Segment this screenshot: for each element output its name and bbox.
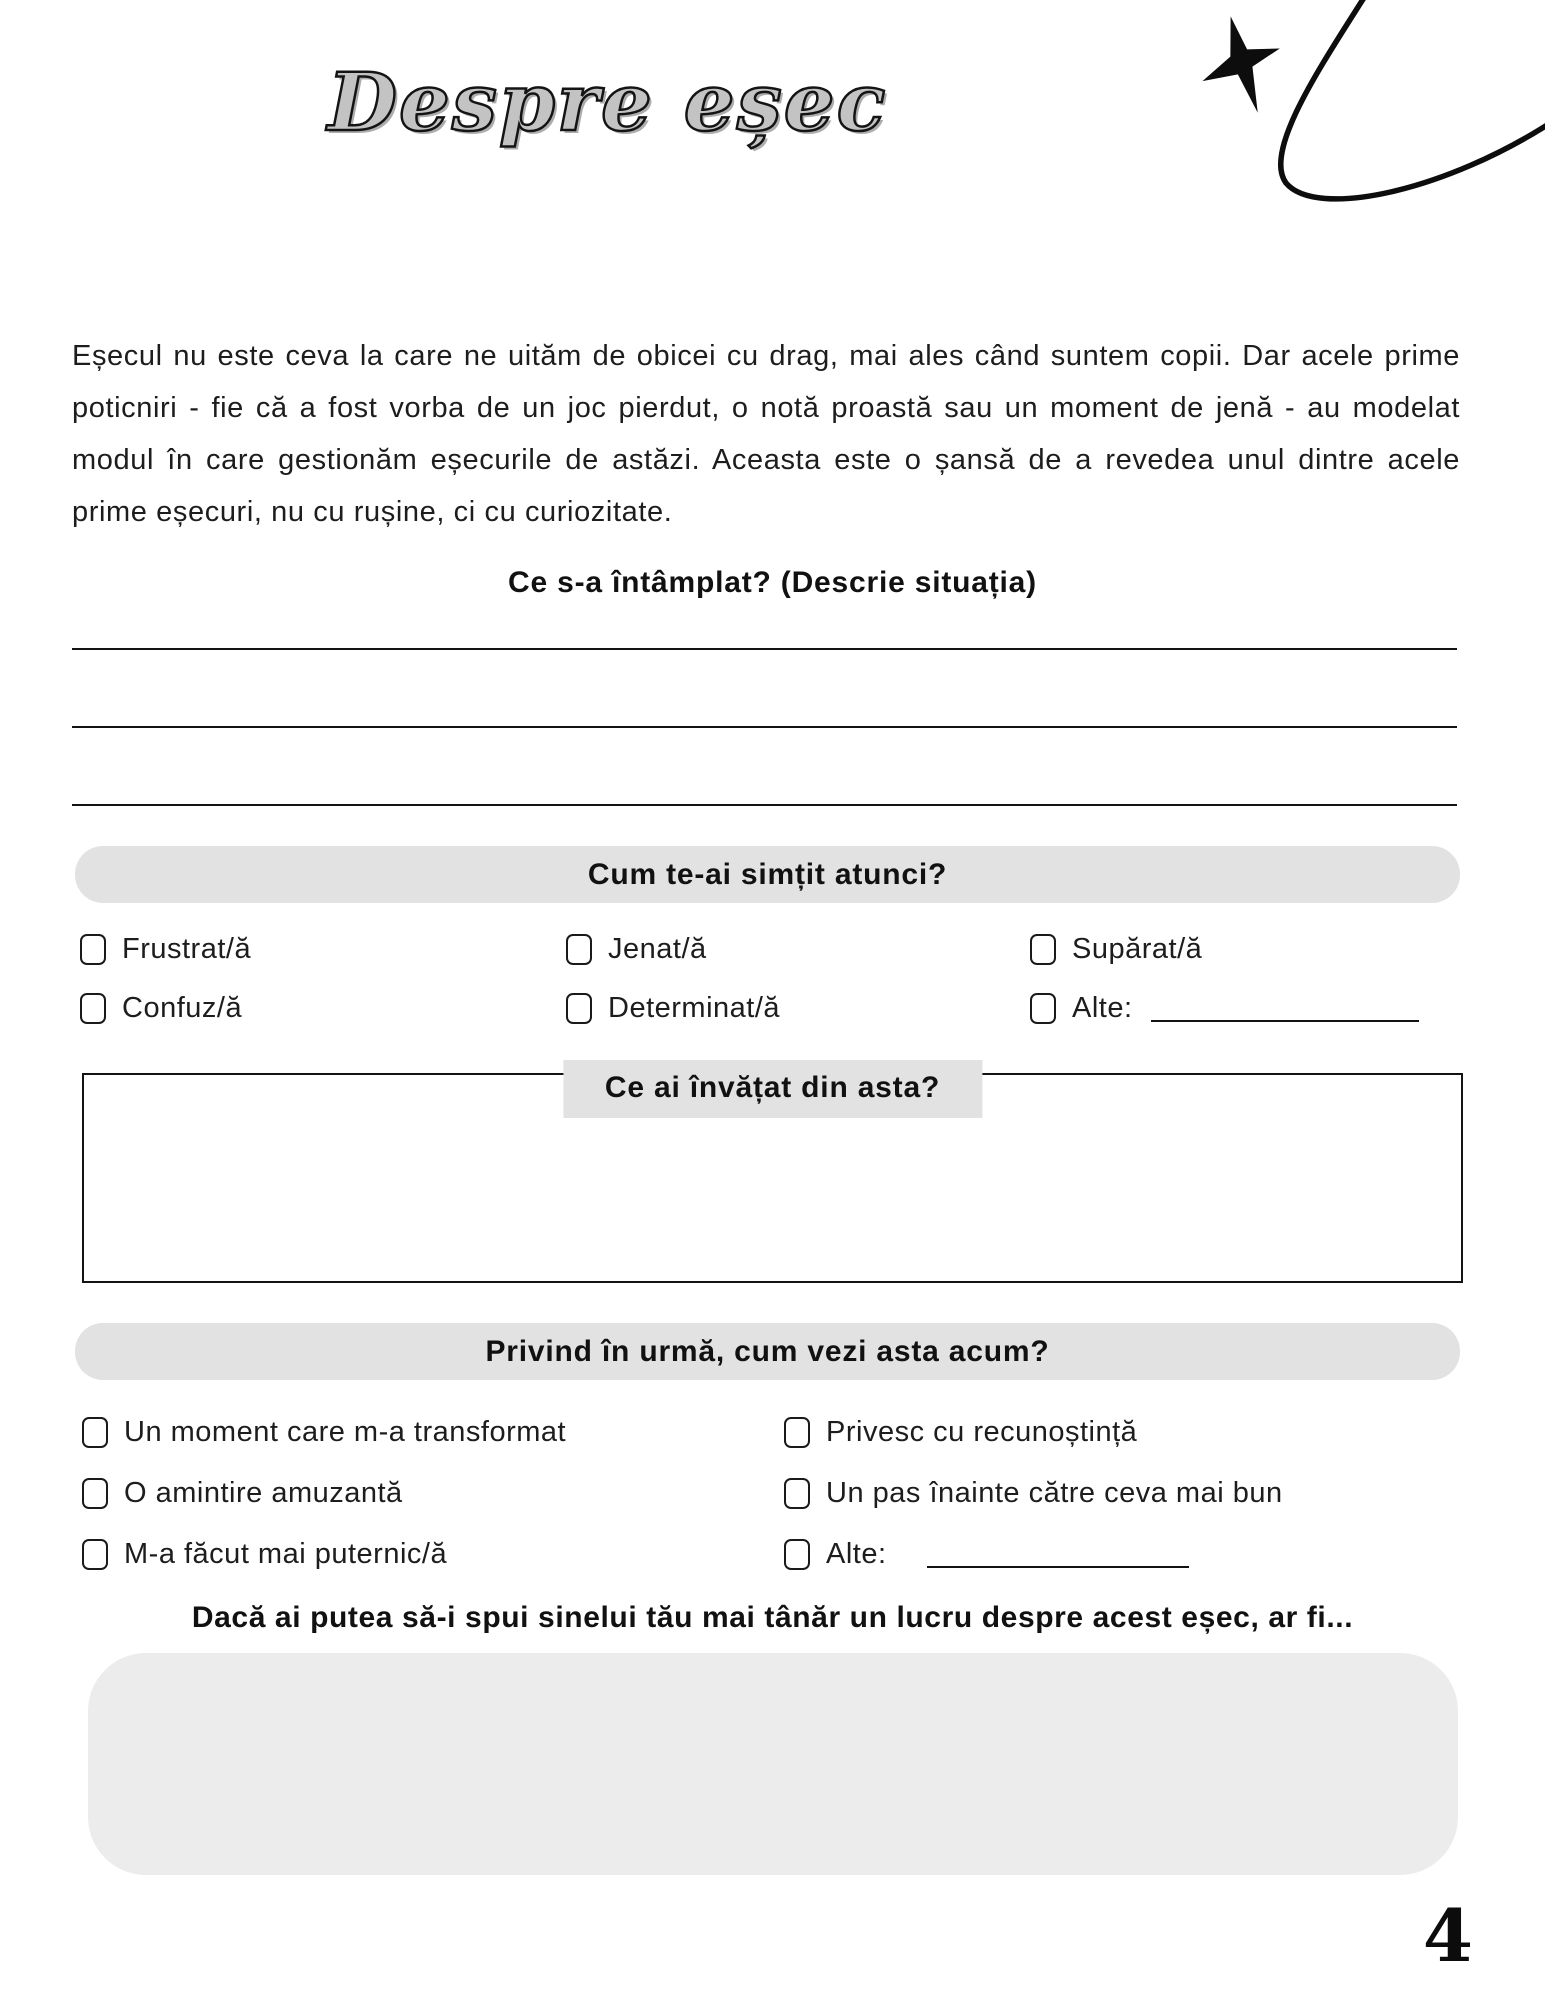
hindsight-option-amintire: [82, 1477, 784, 1510]
title-row: [0, 0, 1545, 170]
feelings-options: [80, 933, 1545, 1025]
hindsight-option-puternic: [82, 1538, 784, 1571]
hindsight-banner: [75, 1323, 1460, 1380]
feeling-option-other: [1030, 992, 1545, 1025]
checkbox[interactable]: [82, 1478, 108, 1509]
feeling-option-frustrat: [80, 933, 566, 966]
feeling-option-confuz: [80, 992, 566, 1025]
hindsight-option-recunostinta: [784, 1416, 1545, 1449]
learned-write-box[interactable]: [82, 1073, 1463, 1283]
option-label: Determinat/ă: [608, 992, 781, 1024]
hindsight-options: [82, 1416, 1545, 1571]
hindsight-heading: Privind în urmă, cum vezi asta acum?: [485, 1334, 1050, 1368]
other-write-line[interactable]: [927, 1542, 1189, 1568]
checkbox[interactable]: [82, 1539, 108, 1570]
other-write-line[interactable]: [1151, 996, 1419, 1022]
hindsight-option-transformat: [82, 1416, 784, 1449]
option-label: Un pas înainte către ceva mai bun: [826, 1477, 1283, 1509]
option-label: Confuz/ă: [122, 992, 243, 1024]
feelings-banner: [75, 846, 1460, 903]
option-label: Alte:: [1072, 992, 1133, 1024]
intro-paragraph: Eșecul nu este ceva la care ne uităm de obicei cu drag, mai ales când suntem copii. Dar acele prime poticniri - fie că a fost vorba de un joc pierdut, o notă proastă sau un moment de jenă - au modelat modul în care gestionăm eșecurile de astăzi. Aceasta este o șansă de a revedea unul dintre acele prime eșecuri, nu cu rușine, ci cu curiozitate.: [72, 340, 1460, 528]
feeling-option-determinat: [566, 992, 1030, 1025]
checkbox[interactable]: [1030, 993, 1056, 1024]
option-label: Un moment care m-a transformat: [124, 1416, 567, 1448]
learned-heading: Ce ai învățat din asta?: [563, 1060, 982, 1118]
option-label: Frustrat/ă: [122, 933, 252, 965]
option-label: Jenat/ă: [608, 933, 707, 965]
feeling-option-suparat: [1030, 933, 1545, 966]
option-label: M-a făcut mai puternic/ă: [124, 1538, 448, 1570]
option-label: Privesc cu recunoștință: [826, 1416, 1138, 1448]
hindsight-option-other: [784, 1538, 1545, 1571]
checkbox[interactable]: [82, 1417, 108, 1448]
writing-line[interactable]: [72, 600, 1457, 650]
message-write-box[interactable]: [88, 1653, 1458, 1875]
option-label: O amintire amuzantă: [124, 1477, 403, 1509]
checkbox[interactable]: [566, 934, 592, 965]
situation-write-area: [72, 600, 1457, 806]
situation-heading: Ce s-a întâmplat? (Descrie situația): [508, 566, 1037, 599]
checkbox[interactable]: [566, 993, 592, 1024]
option-label: Supărat/ă: [1072, 933, 1203, 965]
writing-line[interactable]: [72, 728, 1457, 806]
feelings-heading: Cum te-ai simțit atunci?: [587, 857, 948, 891]
option-label: Alte:: [826, 1538, 887, 1570]
checkbox[interactable]: [784, 1539, 810, 1570]
message-heading: Dacă ai putea să-i spui sinelui tău mai tânăr un lucru despre acest eșec, ar fi...: [191, 1601, 1354, 1634]
checkbox[interactable]: [80, 934, 106, 965]
hindsight-option-pas-inainte: [784, 1477, 1545, 1510]
feeling-option-jenat: [566, 933, 1030, 966]
checkbox[interactable]: [784, 1417, 810, 1448]
checkbox[interactable]: [80, 993, 106, 1024]
page-number: 4: [1422, 1893, 1473, 1978]
page-title: Despre eșec: [327, 55, 888, 149]
checkbox[interactable]: [1030, 934, 1056, 965]
checkbox[interactable]: [784, 1478, 810, 1509]
writing-line[interactable]: [72, 650, 1457, 728]
